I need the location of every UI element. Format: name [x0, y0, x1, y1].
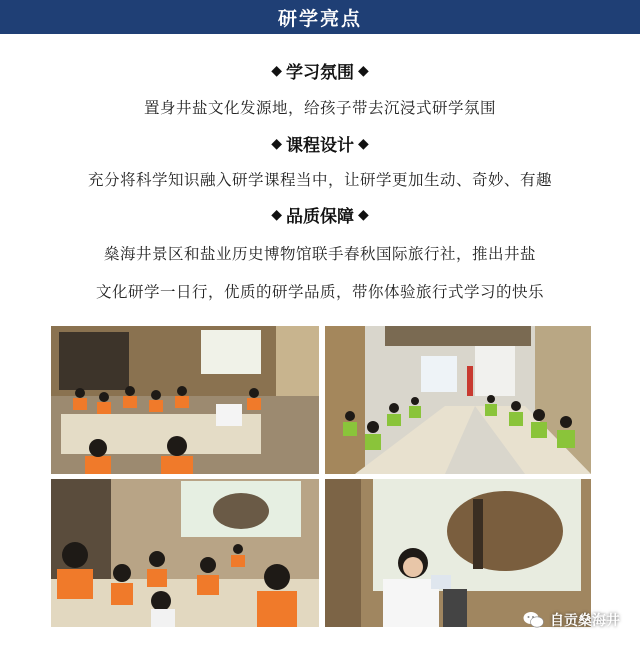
- section-title-text: 品质保障: [286, 207, 354, 227]
- section-title-quality: [0, 202, 640, 227]
- header-title: 研学亮点: [277, 7, 362, 30]
- classroom-photo-3: [51, 479, 319, 627]
- section-line: 置身井盐文化发源地，给孩子带去沉浸式研学氛围: [143, 99, 496, 117]
- diamond-icon: ◆: [271, 135, 282, 152]
- classroom-photo-2: [325, 326, 591, 474]
- section-title-course: [0, 131, 640, 156]
- section-title-atmosphere: [0, 58, 640, 83]
- section-line: 充分将科学知识融入研学课程当中，让研学更加生动、奇妙、有趣: [87, 171, 552, 189]
- section-line: 文化研学一日行，优质的研学品质，带你体验旅行式学习的快乐: [95, 283, 544, 301]
- section-title-text: 学习氛围: [286, 63, 354, 83]
- wechat-watermark: [523, 610, 620, 630]
- diamond-icon: ◆: [358, 62, 369, 79]
- diamond-icon: ◆: [271, 62, 282, 79]
- diamond-icon: ◆: [271, 206, 282, 223]
- watermark-text: 自贡燊海井: [550, 613, 620, 629]
- section-title-text: 课程设计: [286, 136, 354, 156]
- diamond-icon: ◆: [358, 135, 369, 152]
- section-line: 燊海井景区和盐业历史博物馆联手春秋国际旅行社，推出井盐: [103, 245, 536, 263]
- classroom-photo-4: [325, 479, 591, 627]
- diamond-icon: ◆: [358, 206, 369, 223]
- header-bar: [0, 0, 640, 34]
- wechat-icon: [523, 611, 545, 629]
- classroom-photo-1: [51, 326, 319, 474]
